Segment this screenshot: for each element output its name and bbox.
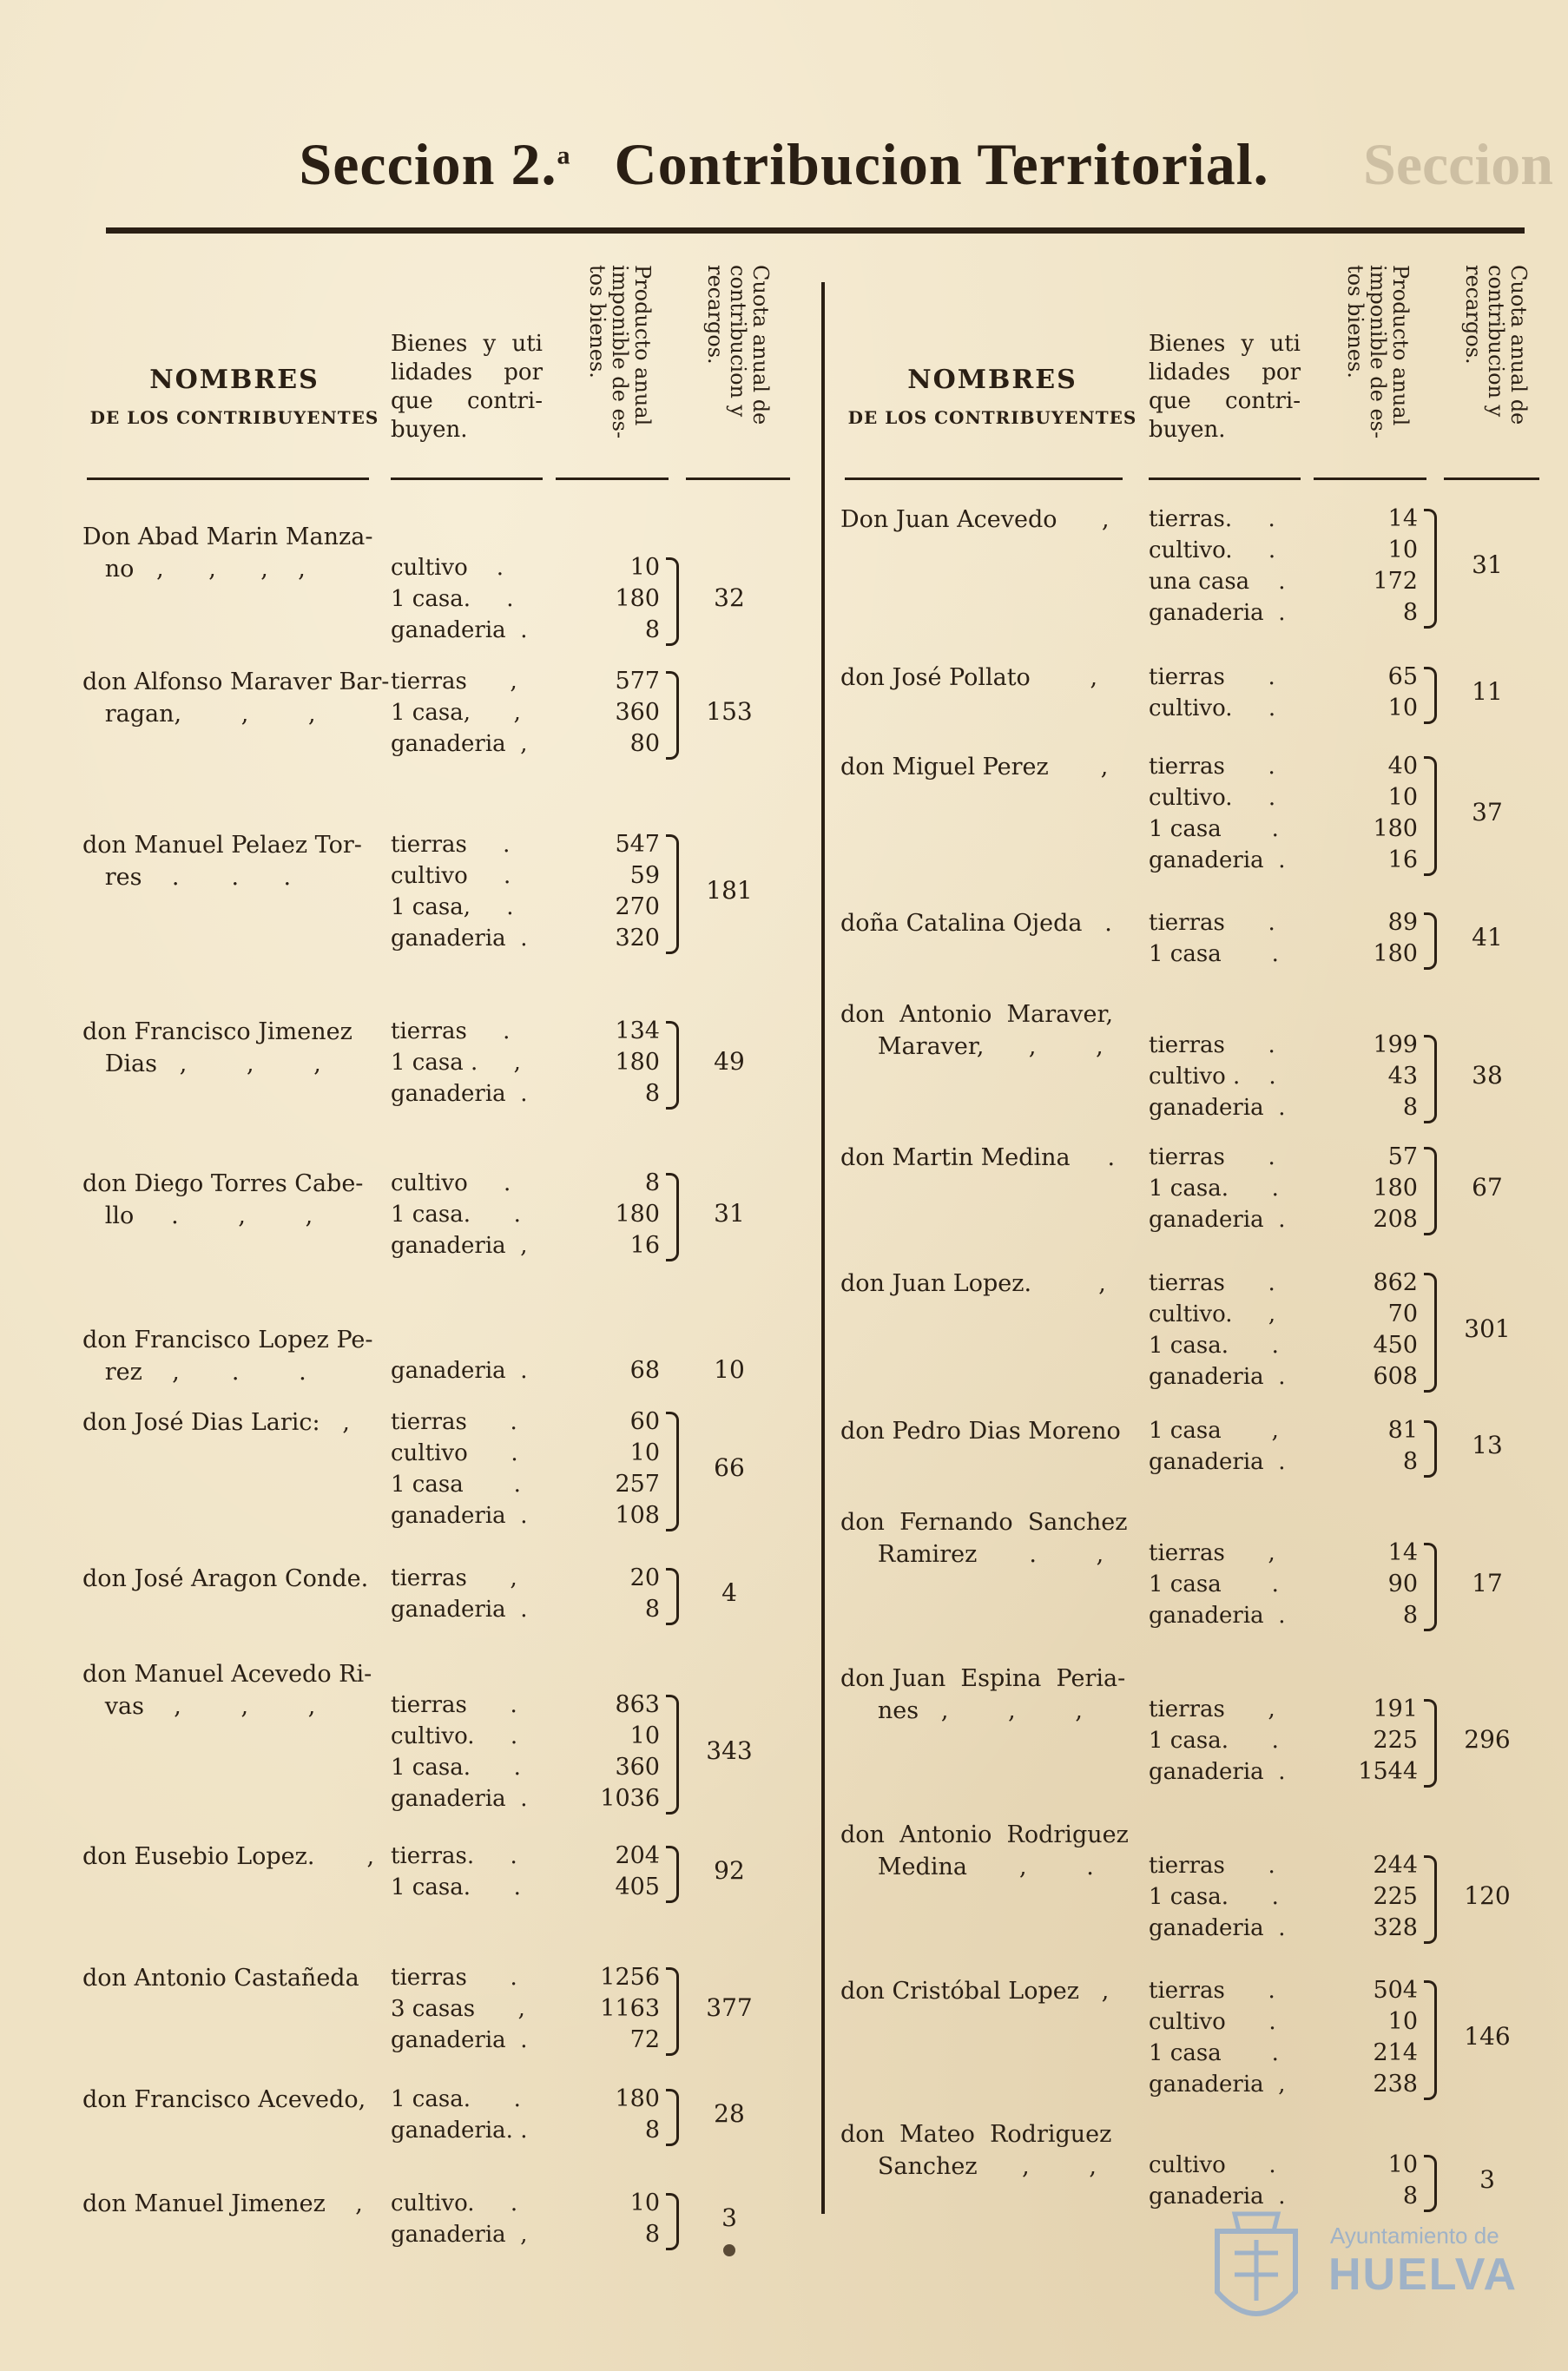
producto-value: 14 bbox=[1387, 505, 1418, 532]
header-rule bbox=[1149, 477, 1301, 480]
taxpayer-name: don Martin Medina . bbox=[840, 1144, 1116, 1171]
producto-value: 180 bbox=[615, 1049, 660, 1076]
cuota-value: 92 bbox=[714, 1856, 745, 1885]
header-rule bbox=[391, 477, 543, 480]
brace-icon bbox=[1424, 756, 1437, 876]
producto-value: 180 bbox=[1373, 940, 1418, 967]
brace-icon bbox=[1424, 1699, 1437, 1788]
producto-value: 8 bbox=[644, 616, 660, 643]
header-names bbox=[82, 365, 386, 428]
producto-values bbox=[1322, 1819, 1418, 1944]
taxpayer-name: don José Aragon Conde. bbox=[82, 1565, 369, 1592]
page-title bbox=[0, 130, 1568, 199]
taxpayer-name: don Manuel Pelaez Tor- res . . . bbox=[82, 832, 362, 891]
producto-value: 72 bbox=[629, 2026, 660, 2053]
cuota-value: 31 bbox=[1472, 550, 1503, 579]
producto-value: 320 bbox=[615, 925, 660, 952]
header-rule bbox=[1444, 477, 1539, 480]
brace-icon bbox=[666, 2089, 679, 2146]
brace-icon bbox=[666, 671, 679, 760]
bienes-list: tierras , ganaderia . bbox=[391, 1565, 528, 1623]
taxpayer-name: don Mateo Rodriguez Sanchez , , bbox=[840, 2121, 1112, 2180]
producto-values bbox=[564, 521, 660, 646]
producto-value: 8 bbox=[644, 2117, 660, 2144]
header-producto: Producto anual imponible de es- tos bienes. bbox=[585, 265, 655, 439]
producto-value: 8 bbox=[1402, 1602, 1418, 1629]
producto-values bbox=[564, 1324, 660, 1386]
brace-icon bbox=[1424, 667, 1437, 724]
cuota-value: 66 bbox=[714, 1453, 745, 1482]
taxpayer-name: don Fernando Sanchez Ramirez . , bbox=[840, 1509, 1128, 1568]
producto-value: 225 bbox=[1373, 1727, 1418, 1754]
taxpayer-name: don Juan Espina Peria- nes , , , bbox=[840, 1665, 1126, 1724]
producto-value: 405 bbox=[615, 1874, 660, 1900]
crest-icon bbox=[1209, 2205, 1304, 2344]
bienes-list: cultivo . 1 casa. . ganaderia . bbox=[391, 555, 528, 643]
cuota-value: 28 bbox=[714, 2099, 745, 2128]
brace-icon bbox=[666, 1173, 679, 1261]
bienes-list: tierras . cultivo . . ganaderia . bbox=[1149, 1032, 1286, 1121]
brace-icon bbox=[1424, 1855, 1437, 1944]
header-names-big: NOMBRES bbox=[149, 365, 320, 395]
producto-values bbox=[1322, 1506, 1418, 1631]
producto-value: 16 bbox=[1387, 846, 1418, 873]
producto-value: 180 bbox=[615, 1201, 660, 1228]
bienes-list: tierras . 1 casa . bbox=[1149, 910, 1279, 967]
taxpayer-name: don Juan Lopez. , bbox=[840, 1270, 1106, 1297]
bienes-list: cultivo . 1 casa. . ganaderia , bbox=[391, 1170, 528, 1259]
producto-value: 547 bbox=[615, 831, 660, 858]
bienes-list: tierras . cultivo . 1 casa . ganaderia . bbox=[391, 1409, 528, 1529]
cuota-value: 11 bbox=[1472, 677, 1503, 706]
producto-value: 10 bbox=[1387, 2151, 1418, 2178]
producto-values bbox=[564, 2188, 660, 2250]
header-rule bbox=[556, 477, 669, 480]
producto-value: 10 bbox=[1387, 537, 1418, 563]
bleed-through-title: Seccion bbox=[1363, 131, 1554, 197]
producto-value: 1544 bbox=[1358, 1758, 1418, 1785]
producto-value: 191 bbox=[1373, 1696, 1418, 1722]
header-cuota: Cuota anual de contribucion y recargos. bbox=[1461, 265, 1531, 425]
producto-value: 504 bbox=[1373, 1977, 1418, 2004]
bienes-list: tierras . cultivo. . bbox=[1149, 664, 1276, 721]
header-rule bbox=[686, 477, 790, 480]
brace-icon bbox=[1424, 1543, 1437, 1631]
producto-value: 863 bbox=[615, 1691, 660, 1718]
cuota-value: 37 bbox=[1472, 798, 1503, 827]
bienes-list: tierras , 1 casa. . ganaderia . bbox=[1149, 1696, 1286, 1785]
brace-icon bbox=[666, 1021, 679, 1110]
producto-value: 8 bbox=[1402, 2183, 1418, 2210]
producto-values bbox=[1322, 907, 1418, 970]
brace-icon bbox=[666, 834, 679, 954]
cuota-value: 38 bbox=[1472, 1061, 1503, 1090]
producto-values bbox=[564, 829, 660, 954]
taxpayer-name: Don Abad Marin Manza- no , , , , bbox=[82, 524, 373, 583]
producto-values bbox=[564, 1406, 660, 1531]
producto-value bbox=[1322, 1663, 1418, 1694]
watermark-logo bbox=[1209, 2205, 1556, 2353]
taxpayer-name: don Eusebio Lopez. , bbox=[82, 1843, 375, 1870]
cuota-value: 31 bbox=[714, 1199, 745, 1228]
cuota-value: 146 bbox=[1464, 2022, 1511, 2051]
bienes-list: tierras . 1 casa . , ganaderia . bbox=[391, 1018, 528, 1107]
producto-values bbox=[564, 666, 660, 760]
header-cuota: Cuota anual de contribucion y recargos. bbox=[703, 265, 773, 425]
taxpayer-name: don Francisco Lopez Pe- rez , . . bbox=[82, 1327, 373, 1386]
producto-value: 14 bbox=[1387, 1539, 1418, 1566]
producto-value: 199 bbox=[1373, 1031, 1418, 1058]
cuota-value: 343 bbox=[706, 1736, 753, 1765]
header-names-small: DE LOS CONTRIBUYENTES bbox=[847, 407, 1137, 428]
taxpayer-name: don José Pollato , bbox=[840, 664, 1098, 691]
producto-value: 8 bbox=[644, 1169, 660, 1196]
producto-value: 40 bbox=[1387, 753, 1418, 780]
cuota-value: 17 bbox=[1472, 1569, 1503, 1597]
producto-value: 208 bbox=[1373, 1206, 1418, 1233]
producto-value: 1163 bbox=[600, 1995, 660, 2022]
producto-value: 225 bbox=[1373, 1883, 1418, 1910]
producto-values bbox=[1322, 504, 1418, 629]
producto-values bbox=[564, 1563, 660, 1625]
left-header bbox=[82, 260, 773, 477]
bienes-list: tierras . cultivo . 1 casa . ganaderia , bbox=[1149, 1978, 1286, 2098]
ink-spot bbox=[723, 2244, 735, 2256]
taxpayer-name: don Antonio Maraver, Maraver, , , bbox=[840, 1001, 1114, 1060]
producto-value: 60 bbox=[629, 1408, 660, 1435]
taxpayer-name: don José Dias Laric: , bbox=[82, 1409, 350, 1436]
producto-value: 1036 bbox=[600, 1785, 660, 1812]
bienes-list: 1 casa. . ganaderia. . bbox=[391, 2086, 528, 2144]
producto-value bbox=[564, 1324, 660, 1355]
taxpayer-name: don Pedro Dias Moreno bbox=[840, 1418, 1121, 1445]
title-seccion: Seccion 2. bbox=[299, 131, 557, 197]
cuota-value: 32 bbox=[714, 583, 745, 612]
producto-value: 8 bbox=[644, 2221, 660, 2248]
producto-value: 81 bbox=[1387, 1417, 1418, 1444]
cuota-value: 120 bbox=[1464, 1881, 1511, 1910]
cuota-value: 10 bbox=[714, 1355, 745, 1384]
taxpayer-name: don Francisco Jimenez Dias , , , bbox=[82, 1018, 352, 1077]
producto-value: 70 bbox=[1387, 1301, 1418, 1327]
producto-value: 20 bbox=[629, 1564, 660, 1591]
right-column bbox=[840, 260, 1531, 2210]
taxpayer-name: Don Juan Acevedo , bbox=[840, 506, 1110, 533]
producto-values bbox=[564, 1962, 660, 2056]
producto-value: 244 bbox=[1373, 1852, 1418, 1879]
taxpayer-name: don Alfonso Maraver Bar- ragan, , , bbox=[82, 668, 390, 728]
taxpayer-name: don Manuel Acevedo Ri- vas , , , bbox=[82, 1661, 372, 1720]
header-names-small: DE LOS CONTRIBUYENTES bbox=[89, 407, 379, 428]
producto-value bbox=[1322, 1506, 1418, 1538]
taxpayer-name: don Miguel Perez , bbox=[840, 754, 1109, 780]
producto-value: 204 bbox=[615, 1842, 660, 1869]
producto-value: 8 bbox=[1402, 1448, 1418, 1475]
bienes-list: tierras , 1 casa, , ganaderia , bbox=[391, 668, 528, 757]
bienes-list: tierras . 3 casas , ganaderia . bbox=[391, 1965, 528, 2053]
bienes-list: ganaderia . bbox=[391, 1358, 528, 1384]
producto-value: 180 bbox=[615, 585, 660, 612]
header-names bbox=[840, 365, 1144, 428]
header-bienes: Bienes y uti lidades por que contri- buyen. bbox=[391, 331, 543, 443]
producto-value: 8 bbox=[644, 1596, 660, 1623]
producto-value: 90 bbox=[1387, 1571, 1418, 1597]
brace-icon bbox=[666, 1412, 679, 1531]
brace-icon bbox=[1424, 1273, 1437, 1393]
producto-value: 89 bbox=[1387, 909, 1418, 936]
cuota-value: 49 bbox=[714, 1047, 745, 1076]
brace-icon bbox=[1424, 912, 1437, 970]
producto-value bbox=[564, 521, 660, 552]
producto-value: 108 bbox=[615, 1502, 660, 1529]
cuota-value: 13 bbox=[1472, 1431, 1503, 1459]
cuota-value: 296 bbox=[1464, 1725, 1511, 1754]
bienes-list: cultivo . ganaderia . bbox=[1149, 2152, 1286, 2210]
producto-values bbox=[1322, 1415, 1418, 1478]
brace-icon bbox=[1424, 1035, 1437, 1123]
producto-value: 180 bbox=[1373, 815, 1418, 842]
producto-value: 10 bbox=[629, 2190, 660, 2216]
producto-value: 214 bbox=[1373, 2039, 1418, 2066]
producto-value: 360 bbox=[615, 699, 660, 726]
bienes-list: tierras . cultivo. . 1 casa . ganaderia . bbox=[1149, 754, 1286, 873]
bienes-list: tierras. . cultivo. . una casa . ganaderia . bbox=[1149, 506, 1286, 626]
producto-value: 57 bbox=[1387, 1143, 1418, 1170]
right-header bbox=[840, 260, 1531, 477]
watermark-line2: HUELVA bbox=[1328, 2249, 1519, 2300]
bienes-list: tierras , 1 casa . ganaderia . bbox=[1149, 1540, 1286, 1629]
bienes-list: tierras . 1 casa. . ganaderia . bbox=[1149, 1853, 1286, 1941]
bienes-list: 1 casa , ganaderia . bbox=[1149, 1418, 1286, 1475]
cuota-value: 4 bbox=[721, 1578, 737, 1607]
taxpayer-name: don Antonio Rodriguez Medina , . bbox=[840, 1821, 1129, 1880]
producto-value: 80 bbox=[629, 730, 660, 757]
producto-value: 180 bbox=[615, 2085, 660, 2112]
brace-icon bbox=[1424, 1147, 1437, 1235]
producto-values bbox=[1322, 1142, 1418, 1235]
taxpayer-name: don Francisco Acevedo, bbox=[82, 2086, 366, 2113]
bienes-list: cultivo. . ganaderia , bbox=[391, 2190, 528, 2248]
producto-values bbox=[564, 1841, 660, 1903]
producto-value: 59 bbox=[629, 862, 660, 889]
header-producto: Producto anual imponible de es- tos bienes. bbox=[1343, 265, 1413, 439]
producto-value: 10 bbox=[1387, 695, 1418, 721]
header-bienes: Bienes y uti lidades por que contri- buyen. bbox=[1149, 331, 1301, 443]
bienes-list: tierras . cultivo. , 1 casa. . ganaderia . bbox=[1149, 1270, 1286, 1390]
producto-value: 1256 bbox=[600, 1964, 660, 1991]
producto-value: 8 bbox=[1402, 599, 1418, 626]
producto-values bbox=[1322, 1268, 1418, 1393]
taxpayer-name: doña Catalina Ojeda . bbox=[840, 910, 1112, 937]
brace-icon bbox=[1424, 1980, 1437, 2100]
bienes-list: tierras . cultivo . 1 casa, . ganaderia . bbox=[391, 832, 528, 952]
left-column bbox=[82, 260, 773, 2248]
producto-values bbox=[1322, 1663, 1418, 1788]
producto-values bbox=[1322, 2118, 1418, 2212]
producto-values bbox=[1322, 998, 1418, 1123]
brace-icon bbox=[666, 1967, 679, 2056]
producto-value: 10 bbox=[629, 554, 660, 581]
watermark-line1: Ayuntamiento de bbox=[1330, 2223, 1499, 2249]
producto-value bbox=[1322, 998, 1418, 1030]
producto-value: 608 bbox=[1373, 1363, 1418, 1390]
header-rule bbox=[87, 477, 369, 480]
brace-icon bbox=[666, 1846, 679, 1903]
producto-value: 10 bbox=[629, 1439, 660, 1466]
producto-values bbox=[564, 1016, 660, 1110]
cuota-value: 181 bbox=[706, 876, 753, 905]
producto-value: 172 bbox=[1373, 568, 1418, 595]
producto-value bbox=[1322, 1819, 1418, 1850]
brace-icon bbox=[666, 557, 679, 646]
producto-value: 8 bbox=[644, 1080, 660, 1107]
top-rule bbox=[106, 227, 1525, 234]
producto-values bbox=[564, 2084, 660, 2146]
producto-value: 862 bbox=[1373, 1269, 1418, 1296]
bienes-list: tierras . cultivo. . 1 casa. . ganaderia . bbox=[391, 1692, 528, 1812]
header-rule bbox=[1314, 477, 1426, 480]
title-sup: a bbox=[557, 141, 571, 170]
producto-value: 43 bbox=[1387, 1063, 1418, 1090]
producto-value: 65 bbox=[1387, 663, 1418, 690]
producto-value: 8 bbox=[1402, 1094, 1418, 1121]
producto-value: 238 bbox=[1373, 2071, 1418, 2098]
taxpayer-name: don Cristóbal Lopez , bbox=[840, 1978, 1110, 2005]
header-rule bbox=[845, 477, 1123, 480]
producto-values bbox=[1322, 662, 1418, 724]
producto-value: 328 bbox=[1373, 1914, 1418, 1941]
producto-value: 257 bbox=[615, 1471, 660, 1498]
brace-icon bbox=[1424, 509, 1437, 629]
producto-values bbox=[1322, 751, 1418, 876]
producto-values bbox=[564, 1168, 660, 1261]
producto-value: 360 bbox=[615, 1754, 660, 1781]
producto-value: 450 bbox=[1373, 1332, 1418, 1359]
producto-value: 134 bbox=[615, 1018, 660, 1044]
cuota-value: 3 bbox=[721, 2203, 737, 2232]
brace-icon bbox=[666, 1568, 679, 1625]
cuota-value: 3 bbox=[1479, 2165, 1495, 2194]
cuota-value: 301 bbox=[1464, 1314, 1511, 1343]
brace-icon bbox=[1424, 2155, 1437, 2212]
producto-value: 577 bbox=[615, 668, 660, 695]
producto-value bbox=[564, 1658, 660, 1689]
bienes-list: tierras. . 1 casa. . bbox=[391, 1843, 521, 1900]
brace-icon bbox=[666, 2193, 679, 2250]
column-separator bbox=[821, 282, 825, 2214]
producto-value bbox=[1322, 2118, 1418, 2150]
header-names-big: NOMBRES bbox=[907, 365, 1077, 395]
cuota-value: 377 bbox=[706, 1993, 753, 2022]
producto-value: 16 bbox=[629, 1232, 660, 1259]
producto-value: 68 bbox=[629, 1357, 660, 1384]
taxpayer-name: don Antonio Castañeda bbox=[82, 1965, 359, 1992]
producto-values bbox=[564, 1658, 660, 1814]
brace-icon bbox=[1424, 1420, 1437, 1478]
producto-value: 10 bbox=[1387, 2008, 1418, 2035]
cuota-value: 41 bbox=[1472, 923, 1503, 952]
title-main: Contribucion Territorial. bbox=[614, 131, 1269, 197]
producto-value: 10 bbox=[1387, 784, 1418, 811]
brace-icon bbox=[666, 1695, 679, 1814]
producto-value: 10 bbox=[629, 1722, 660, 1749]
cuota-value: 67 bbox=[1472, 1173, 1503, 1202]
cuota-value: 153 bbox=[706, 697, 753, 726]
bienes-list: tierras . 1 casa. . ganaderia . bbox=[1149, 1144, 1286, 1233]
producto-value: 180 bbox=[1373, 1175, 1418, 1202]
taxpayer-name: don Diego Torres Cabe- llo . , , bbox=[82, 1170, 364, 1229]
producto-values bbox=[1322, 1975, 1418, 2100]
taxpayer-name: don Manuel Jimenez , bbox=[82, 2190, 363, 2217]
producto-value: 270 bbox=[615, 893, 660, 920]
